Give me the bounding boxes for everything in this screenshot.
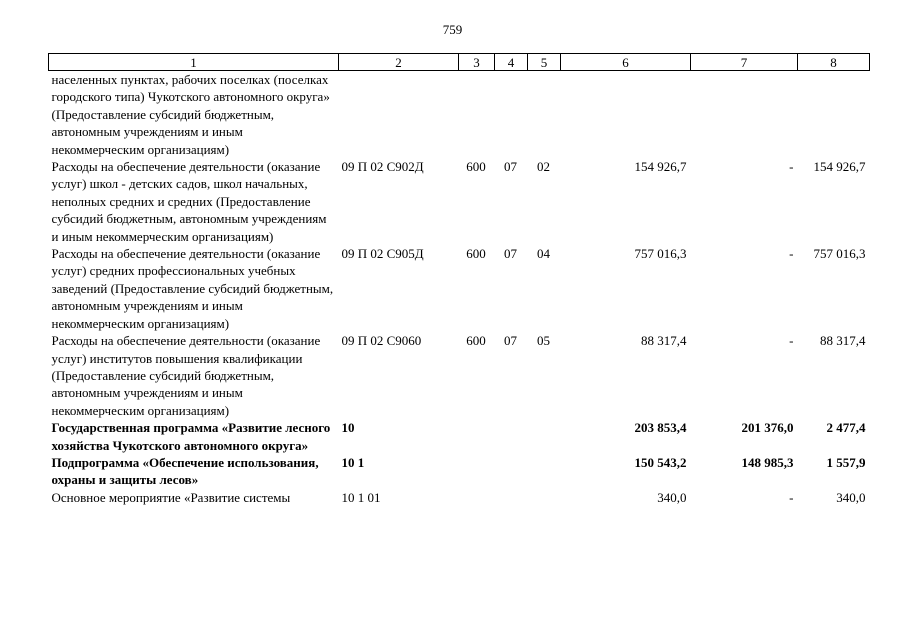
column-header: 5 [528, 54, 561, 71]
expense-type [459, 489, 495, 506]
item-name: Подпрограмма «Обеспечение использования, охраны и защиты лесов» [51, 454, 319, 488]
expense-type [459, 419, 495, 454]
amount-col8: 1 557,9 [826, 454, 866, 470]
table-row [49, 332, 870, 419]
expense-type [459, 71, 495, 159]
amount-col7: 201 376,0 [741, 420, 794, 436]
subsection-code [528, 454, 561, 489]
amount-total [561, 71, 691, 159]
expense-type [459, 454, 495, 489]
section-code [495, 71, 528, 159]
amount-col7: - [789, 246, 794, 262]
amount-col7 [691, 71, 798, 159]
amount-col7: - [789, 333, 794, 349]
target-code: 10 1 [341, 454, 365, 470]
section-code: 07 [504, 159, 517, 175]
amount-col7: - [789, 159, 794, 175]
item-name: Расходы на обеспечение деятельности (оказание услуг) средних профессиональных учебных заведений (Предоставление субсидий бюджетным, автономным учреждениям и иным некоммерческим организациям) [51, 246, 334, 331]
expense-type: 600 [466, 246, 486, 262]
amount-total: 150 543,2 [634, 454, 687, 470]
expense-type: 600 [466, 159, 486, 175]
subsection-code [528, 71, 561, 159]
amount-col8: 88 317,4 [820, 333, 866, 349]
amount-col7: 148 985,3 [741, 454, 794, 470]
subsection-code [528, 419, 561, 454]
column-header: 8 [798, 54, 870, 71]
section-code [495, 489, 528, 506]
table-row [49, 158, 870, 245]
expense-type: 600 [466, 333, 486, 349]
target-code: 09 П 02 С902Д [341, 159, 424, 175]
table-row [49, 419, 870, 454]
target-code [339, 71, 459, 159]
target-code: 10 1 01 [341, 489, 381, 505]
amount-total: 340,0 [657, 489, 687, 505]
section-code [495, 454, 528, 489]
target-code: 09 П 02 С905Д [341, 246, 424, 262]
column-header: 6 [561, 54, 691, 71]
table-row [49, 454, 870, 489]
target-code: 10 [341, 420, 355, 436]
amount-col8: 340,0 [836, 489, 866, 505]
amount-col8: 2 477,4 [826, 420, 866, 436]
target-code: 09 П 02 С9060 [341, 333, 422, 349]
amount-total: 757 016,3 [634, 246, 687, 262]
item-name: Расходы на обеспечение деятельности (оказание услуг) институтов повышения квалификации (Предоставление субсидий бюджетным, автономным учреждениям и иным некоммерческим организациям) [51, 333, 321, 418]
table-row [49, 71, 870, 159]
column-header: 4 [495, 54, 528, 71]
subsection-code: 05 [537, 333, 550, 349]
item-name: Расходы на обеспечение деятельности (оказание услуг) школ - детских садов, школ начальных, неполных средних и средних (Предоставление субсидий бюджетным, автономным учреждениям и иным некоммерческим организациям) [51, 159, 327, 244]
budget-table [48, 53, 870, 506]
amount-col8: 757 016,3 [813, 246, 866, 262]
column-header: 3 [459, 54, 495, 71]
column-header: 7 [691, 54, 798, 71]
item-name: Основное мероприятие «Развитие системы [51, 489, 291, 505]
section-code: 07 [504, 333, 517, 349]
subsection-code [528, 489, 561, 506]
amount-col7: - [789, 489, 794, 505]
subsection-code: 04 [537, 246, 550, 262]
subsection-code: 02 [537, 159, 550, 175]
item-name: Государственная программа «Развитие лесного хозяйства Чукотского автономного округа» [51, 420, 331, 453]
section-code: 07 [504, 246, 517, 262]
amount-total: 88 317,4 [641, 333, 687, 349]
amount-col8: 154 926,7 [813, 159, 866, 175]
table-row [49, 245, 870, 332]
column-header: 1 [49, 54, 339, 71]
section-code [495, 419, 528, 454]
item-name: населенных пунктах, рабочих поселках (поселках городского типа) Чукотского автономного округа» (Предоставление субсидий бюджетным, автономным учреждениям и иным некоммерческим организациям) [51, 72, 330, 157]
amount-col8 [798, 71, 870, 159]
amount-total: 154 926,7 [634, 159, 687, 175]
amount-total: 203 853,4 [634, 420, 687, 436]
column-number-row [49, 54, 870, 71]
column-header: 2 [339, 54, 459, 71]
table-row [49, 489, 870, 506]
page-number: 759 [442, 22, 463, 37]
